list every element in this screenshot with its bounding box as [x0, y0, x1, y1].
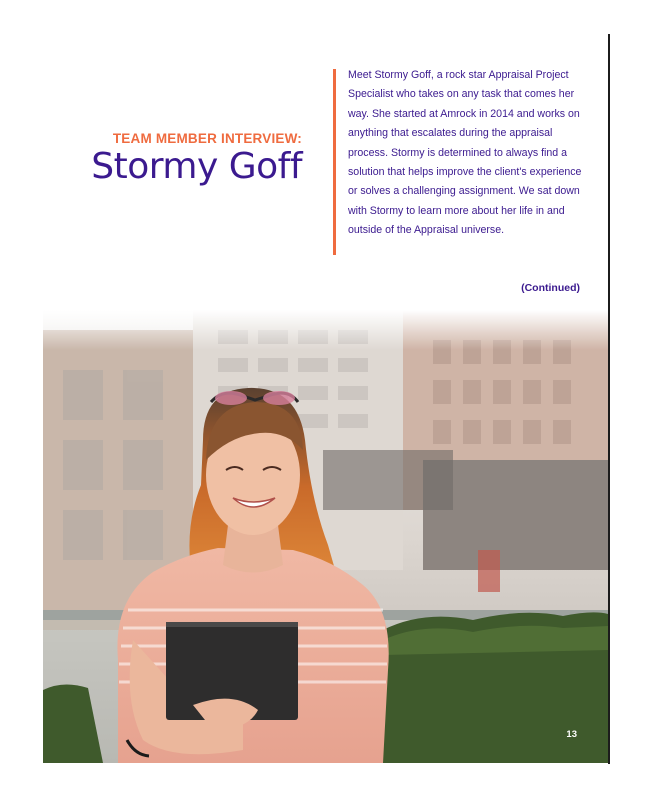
- article-title: Stormy Goff: [91, 146, 302, 187]
- page-edge-line: [608, 34, 610, 764]
- article-eyebrow: TEAM MEMBER INTERVIEW:: [112, 131, 302, 146]
- page-number: 13: [566, 729, 577, 740]
- intro-paragraph: Meet Stormy Goff, a rock star Appraisal Project Specialist who takes on any task that comes her way. She started at Amrock in 2014 and works on anything that escalates during the appraisal process. Stormy is determined to always find a solution that helps improve the client's experience or solves a challenging assignment. We sat down with Stormy to learn more about her life in and outside of the Appraisal universe.: [348, 69, 582, 237]
- intro-accent-rule: [333, 69, 336, 255]
- continued-label: (Continued): [521, 282, 580, 294]
- portrait-photo: [43, 310, 608, 763]
